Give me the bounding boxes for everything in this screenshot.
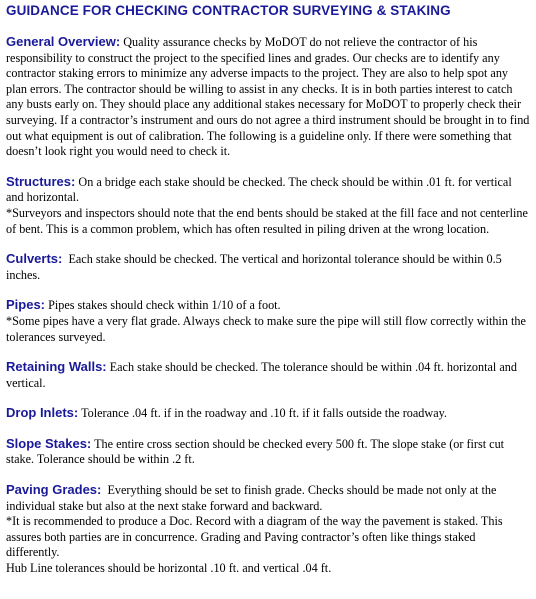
- section-general-overview: [6, 34, 530, 160]
- document-page: [6, 3, 530, 591]
- paragraph: [6, 34, 530, 160]
- section-heading: Drop Inlets:: [6, 405, 79, 421]
- section-heading: Pipes:: [6, 297, 46, 313]
- document-title: GUIDANCE FOR CHECKING CONTRACTOR SURVEYING & STAKING: [6, 3, 451, 18]
- section-slope-stakes: [6, 436, 530, 468]
- paragraph: [6, 251, 530, 283]
- paragraph: [6, 174, 530, 206]
- section-drop-inlets: [6, 405, 530, 422]
- paragraph: *Some pipes have a very flat grade. Always check to make sure the pipe will still flow correctly within the tolerances surveyed.: [6, 313, 526, 344]
- paragraph-text: Tolerance .04 ft. if in the roadway and .10 ft. if it falls outside the roadway.: [81, 406, 447, 421]
- paragraph: [6, 482, 530, 514]
- section-heading: Culverts:: [6, 251, 63, 267]
- paragraph-text: Each stake should be checked. The tolerance should be within .04 ft. horizontal and vertical.: [6, 360, 517, 390]
- paragraph-text: On a bridge each stake should be checked. The check should be within .01 ft. for vertical and horizontal.: [6, 174, 512, 205]
- paragraph: *It is recommended to produce a Doc. Record with a diagram of the way the pavement is staked. This assures both parties are in concurrence. Grading and Paving contractor’s often like things staked differently.: [6, 514, 503, 560]
- section-heading: Retaining Walls:: [6, 359, 107, 375]
- paragraph-text: Each stake should be checked. The vertical and horizontal tolerance should be within 0.5 inches.: [6, 252, 502, 282]
- paragraph: Hub Line tolerances should be horizontal .10 ft. and vertical .04 ft.: [6, 561, 332, 576]
- section-heading: General Overview:: [6, 34, 121, 49]
- section-heading: Structures:: [6, 173, 76, 189]
- paragraph: [6, 297, 530, 314]
- paragraph: *Surveyors and inspectors should note that the end bents should be staked at the fill face and not centerline of bent. This is a common problem, which has often resulted in piling driven at the wrong location.: [6, 205, 528, 236]
- paragraph: [6, 436, 530, 468]
- paragraph-text: The entire cross section should be checked every 500 ft. The slope stake (or first cut stake. Tolerance should be within .2 ft.: [6, 436, 505, 467]
- section-heading: Paving Grades:: [6, 482, 102, 498]
- section-structures: [6, 174, 530, 237]
- paragraph-text: Pipes stakes should check within 1/10 of a foot.: [48, 298, 281, 313]
- paragraph-text: Everything should be set to finish grade. Checks should be made not only at the individual stake but also at the next stake forward and backward.: [6, 483, 497, 513]
- paragraph-text: Quality assurance checks by MoDOT do not relieve the contractor of his responsibility to construct the project to the specified lines and grades. Our checks are to identify any contractor staking errors to minimize any adverse impacts to the project. They are also to help spot any plan errors. The contractor should be willing to assist in any checks. It is in both parties interest to catch any busts early on. They should place any additional stakes necessary for MoDOT to properly check their surveying. If a contractor’s instrument and ours do not agree a third instrument should be brought in to find out what equipment is out of calibration. The following is a guideline only. If there were something that doesn’t look right you would need to check it.: [6, 35, 530, 159]
- section-culverts: [6, 251, 530, 283]
- section-retaining-walls: [6, 359, 530, 391]
- section-heading: Slope Stakes:: [6, 435, 92, 451]
- paragraph: [6, 405, 530, 422]
- section-pipes: [6, 297, 530, 345]
- paragraph: [6, 359, 530, 391]
- section-paving-grades: [6, 482, 530, 577]
